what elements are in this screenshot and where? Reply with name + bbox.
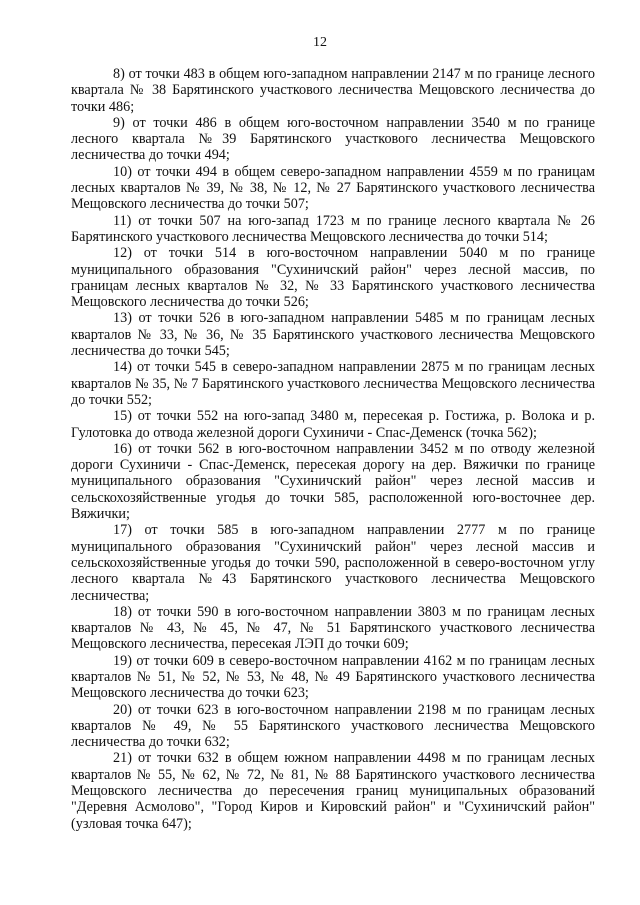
boundary-paragraph-13: 13) от точки 526 в юго-западном направлении 5485 м по границам лесных кварталов № 33, № 36, № 35 Барятинского участкового лесничества Мещовского лесничества до точки 545; <box>71 310 595 360</box>
boundary-paragraph-15: 15) от точки 552 на юго-запад 3480 м, пересекая р. Гостижа, р. Волока и р. Гулотовка до отвода железной дороги Сухиничи - Спас-Деменск (точка 562); <box>71 408 595 441</box>
boundary-paragraph-17: 17) от точки 585 в юго-западном направлении 2777 м по границе муниципального образования "Сухиничский район" через лесной массив и сельскохозяйственные угодья до точки 590, расположенной в северо-восточном углу лесного квартала №43 Барятинского участкового лесничества Мещовского лесничества; <box>71 522 595 604</box>
boundary-paragraph-9: 9) от точки 486 в общем юго-восточном направлении 3540 м по границе лесного квартала №39 Барятинского участкового лесничества Мещовского лесничества до точки 494; <box>71 114 595 164</box>
page-number: 12 <box>313 35 327 50</box>
boundary-paragraph-10: 10) от точки 494 в общем северо-западном направлении 4559 м по границам лесных кварталов № 39, № 38, № 12, № 27 Барятинского участкового лесничества Мещовского лесничества до точки 507; <box>71 163 595 213</box>
boundary-paragraph-8: 8) от точки 483 в общем юго-западном направлении 2147 м по границе лесного квартала № 38 Барятинского участкового лесничества Мещовского лесничества до точки 486; <box>71 66 595 115</box>
boundary-paragraph-19: 19) от точки 609 в северо-восточном направлении 4162 м по границам лесных кварталов № 51, № 52, № 53, № 48, № 49 Барятинского участкового лесничества Мещовского лесничества до точки 623; <box>71 652 595 702</box>
boundary-paragraph-12: 12) от точки 514 в юго-восточном направлении 5040 м по границе муниципального образования "Сухиничский район" через лесной массив, по границам лесных кварталов № 32, № 33 Барятинского участкового лесничества Мещовского лесничества до точки 526; <box>71 245 595 311</box>
boundary-paragraph-11: 11) от точки 507 на юго-запад 1723 м по границе лесного квартала № 26 Барятинского участкового лесничества Мещовского лесничества до точки 514; <box>71 212 595 245</box>
boundary-paragraph-16: 16) от точки 562 в юго-восточном направлении 3452 м по отводу железной дороги Сухиничи - Спас-Деменск, пересекая дорогу на дер. Вяжички по границе муниципального образования "Сухиничский район" через лесной массив и сельскохозяйственные угодья до точки 585, расположенной юго-восточнее дер. Вяжички; <box>71 440 595 523</box>
boundary-paragraph-21: 21) от точки 632 в общем южном направлении 4498 м по границам лесных кварталов № 55, № 62, № 72, № 81, № 88 Барятинского участкового лесничества Мещовского лесничества до пересечения границ муниципальных образований "Деревня Асмолово", "Город Киров и Кировский район" и "Сухиничский район" (узловая точка 647); <box>71 750 595 832</box>
boundary-paragraph-14: 14) от точки 545 в северо-западном направлении 2875 м по границам лесных кварталов № 35, № 7 Барятинского участкового лесничества Мещовского лесничества до точки 552; <box>71 359 595 408</box>
boundary-paragraph-18: 18) от точки 590 в юго-восточном направлении 3803 м по границам лесных кварталов № 43, № 45, № 47, № 51 Барятинского участкового лесничества Мещовского лесничества, пересекая ЛЭП до точки 609; <box>71 603 595 653</box>
boundary-paragraph-20: 20) от точки 623 в юго-восточном направлении 2198 м по границам лесных кварталов № 49, № 55 Барятинского участкового лесничества Мещовского лесничества до точки 632; <box>71 701 595 751</box>
document-body <box>71 66 595 832</box>
